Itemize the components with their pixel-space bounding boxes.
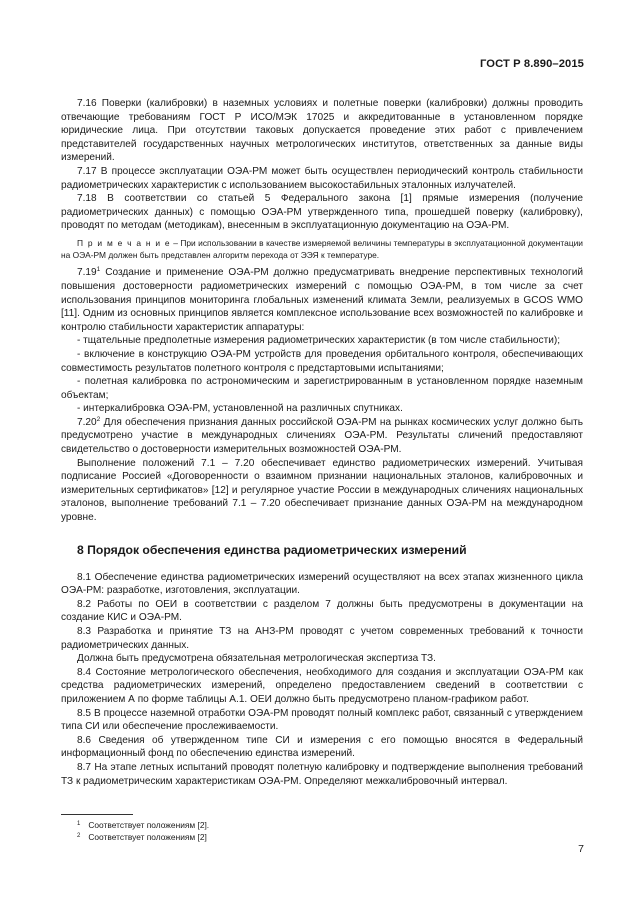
footnote-mark: 2 <box>77 833 81 839</box>
paragraph-8-5: 8.5 В процессе наземной отработки ОЭА-РМ проводят полный комплекс работ, связанный с утверждением типа СИ или обеспечение прослеживаемости. <box>61 707 583 733</box>
paragraph-8-4: 8.4 Состояние метрологического обеспечения, необходимого для создания и эксплуатации ОЭА-РМ как средства радиометрических измерений, определено предоставлением сведений в соответствии с приложением А по форме таблицы А.1. ОЕИ должно быть предусмотрено планом-графиком работ. <box>61 666 583 705</box>
footnote-mark: 1 <box>77 821 81 827</box>
section-8-heading: 8 Порядок обеспечения единства радиометрических измерений <box>77 542 467 557</box>
footnote-ref-1[interactable]: 1 <box>96 266 101 274</box>
note-paragraph <box>61 237 583 261</box>
paragraph-7-17: 7.17 В процессе эксплуатации ОЭА-РМ может быть осуществлен периодический контроль стабильности радиометрических характеристик с использованием высокостабильных эталонных излучателей. <box>61 165 583 191</box>
document-id-header: ГОСТ Р 8.890–2015 <box>479 58 584 70</box>
paragraph-8-6: 8.6 Сведения об утвержденном типе СИ и измерения с его помощью вносятся в Федеральный информационный фонд по обеспечению единства измерений. <box>61 734 583 760</box>
bullet-onboard-devices: - включение в конструкцию ОЭА-РМ устройств для проведения орбитального контроля, обеспечивающих совместимость результатов полетного контроля с предстартовыми испытаниями; <box>61 348 583 374</box>
clause-number-7-19: 7.19 <box>77 267 97 279</box>
paragraph-7-16: 7.16 Поверки (калибровки) в наземных условиях и полетные поверки (калибровки) должны проводить отвечающие требованиям ГОСТ Р ИСО/МЭК 17025 и аккредитованные в установленном порядке юридические лица. При отсутствии таковых допускается проведение этих работ с привлечением представителей государственных научных метрологических институтов, ответственных за данные виды измерений. <box>61 98 583 164</box>
footnote-text: Соответствует положениям [2]. <box>88 820 210 830</box>
footnote-item <box>77 831 209 843</box>
paragraph-8-2: 8.2 Работы по ОЕИ в соответствии с разделом 7 должны быть предусмотрены в документации на создание КИС и ОЭА-РМ. <box>61 598 583 624</box>
page-number: 7 <box>578 843 584 855</box>
page-body <box>61 97 583 788</box>
note-label: П р и м е ч а н и е <box>77 237 171 248</box>
paragraph-execution-summary: Выполнение положений 7.1 – 7.20 обеспечивает единство радиометрических измерений. Учитывая подписание Россией «Договоренности о взаимном признании национальных эталонов, калибровочных и измерительных сертификатов» [12] и регулярное участие России в международных сличениях национальных эталонов, выполнение требований 7.1 – 7.20 обеспечивает признание данных ОЭА-РМ на международном уровне. <box>61 457 583 524</box>
clause-number-7-20: 7.20 <box>77 416 97 428</box>
paragraph-8-7: 8.7 На этапе летных испытаний проводят полетную калибровку и подтверждение выполнения требований ТЗ к радиометрическим характеристикам ОЭА-РМ. Определяют межкалибровочный интервал. <box>61 761 583 787</box>
bullet-intercalibration: - интеркалибровка ОЭА-РМ, установленной на различных спутниках. <box>77 403 403 415</box>
footnote-ref-2[interactable]: 2 <box>96 415 101 423</box>
bullet-flight-calibration: - полетная калибровка по астрономическим и зарегистрированным в установленном порядке наземным объектам; <box>61 376 583 401</box>
paragraph-7-18: 7.18 В соответствии со статьей 5 Федерального закона [1] прямые измерения (получение радиометрических данных) с помощью ОЭА-РМ утвержденного типа, прошедшей поверку (калибровку), проводят по методам (методикам), внесенным в эксплуатационную документацию на ОЭА-РМ. <box>61 193 583 232</box>
footnote-item <box>77 819 209 831</box>
bullet-preflight: - тщательные предполетные измерения радиометрических характеристик (в том числе стабильности); <box>77 335 560 347</box>
footnote-divider <box>61 814 133 815</box>
paragraph-8-1: 8.1 Обеспечение единства радиометрических измерений осуществляют на всех этапах жизненного цикла ОЭА-РМ: разработке, изготовления, эксплуатации. <box>61 571 583 597</box>
paragraph-7-19-text: Создание и применение ОЭА-РМ должно предусматривать внедрение перспективных технологий повышения достоверности радиометрических измерений с помощью ОЭА-РМ, в том числе за счет использования принципов мониторинга глобальных изменений климата Земли, реализуемых в GCOS WMO [11]. Одним из основных принципов является комплексное использование всех возможностей по калибровке и контролю стабильности характеристик аппаратуры: <box>61 267 583 333</box>
note-text: – При использовании в качестве измеряемой величины температуры в эксплуатационной документации на ОЭА-РМ должен быть представлен алгоритм перехода от ЭЭЯ к температуре. <box>61 237 583 261</box>
paragraph-7-19 <box>61 266 583 334</box>
paragraph-7-20 <box>61 416 583 457</box>
footnotes <box>77 819 209 843</box>
paragraph-8-3: 8.3 Разработка и принятие ТЗ на АНЗ-РМ проводят с учетом современных требований к точности радиометрических данных. <box>61 626 583 651</box>
paragraph-8-3-expertise: Должна быть предусмотрена обязательная метрологическая экспертиза ТЗ. <box>77 653 436 665</box>
paragraph-7-20-text: Для обеспечения признания данных российской ОЭА-РМ на рынках космических услуг должно быть предусмотрено участие в международных сличениях ОЭА-РМ. Результаты сличений предоставляют свидетельство о достоверности измерительных возможностей ОЭА-РМ. <box>61 416 583 456</box>
footnote-text: Соответствует положениям [2] <box>88 832 207 842</box>
